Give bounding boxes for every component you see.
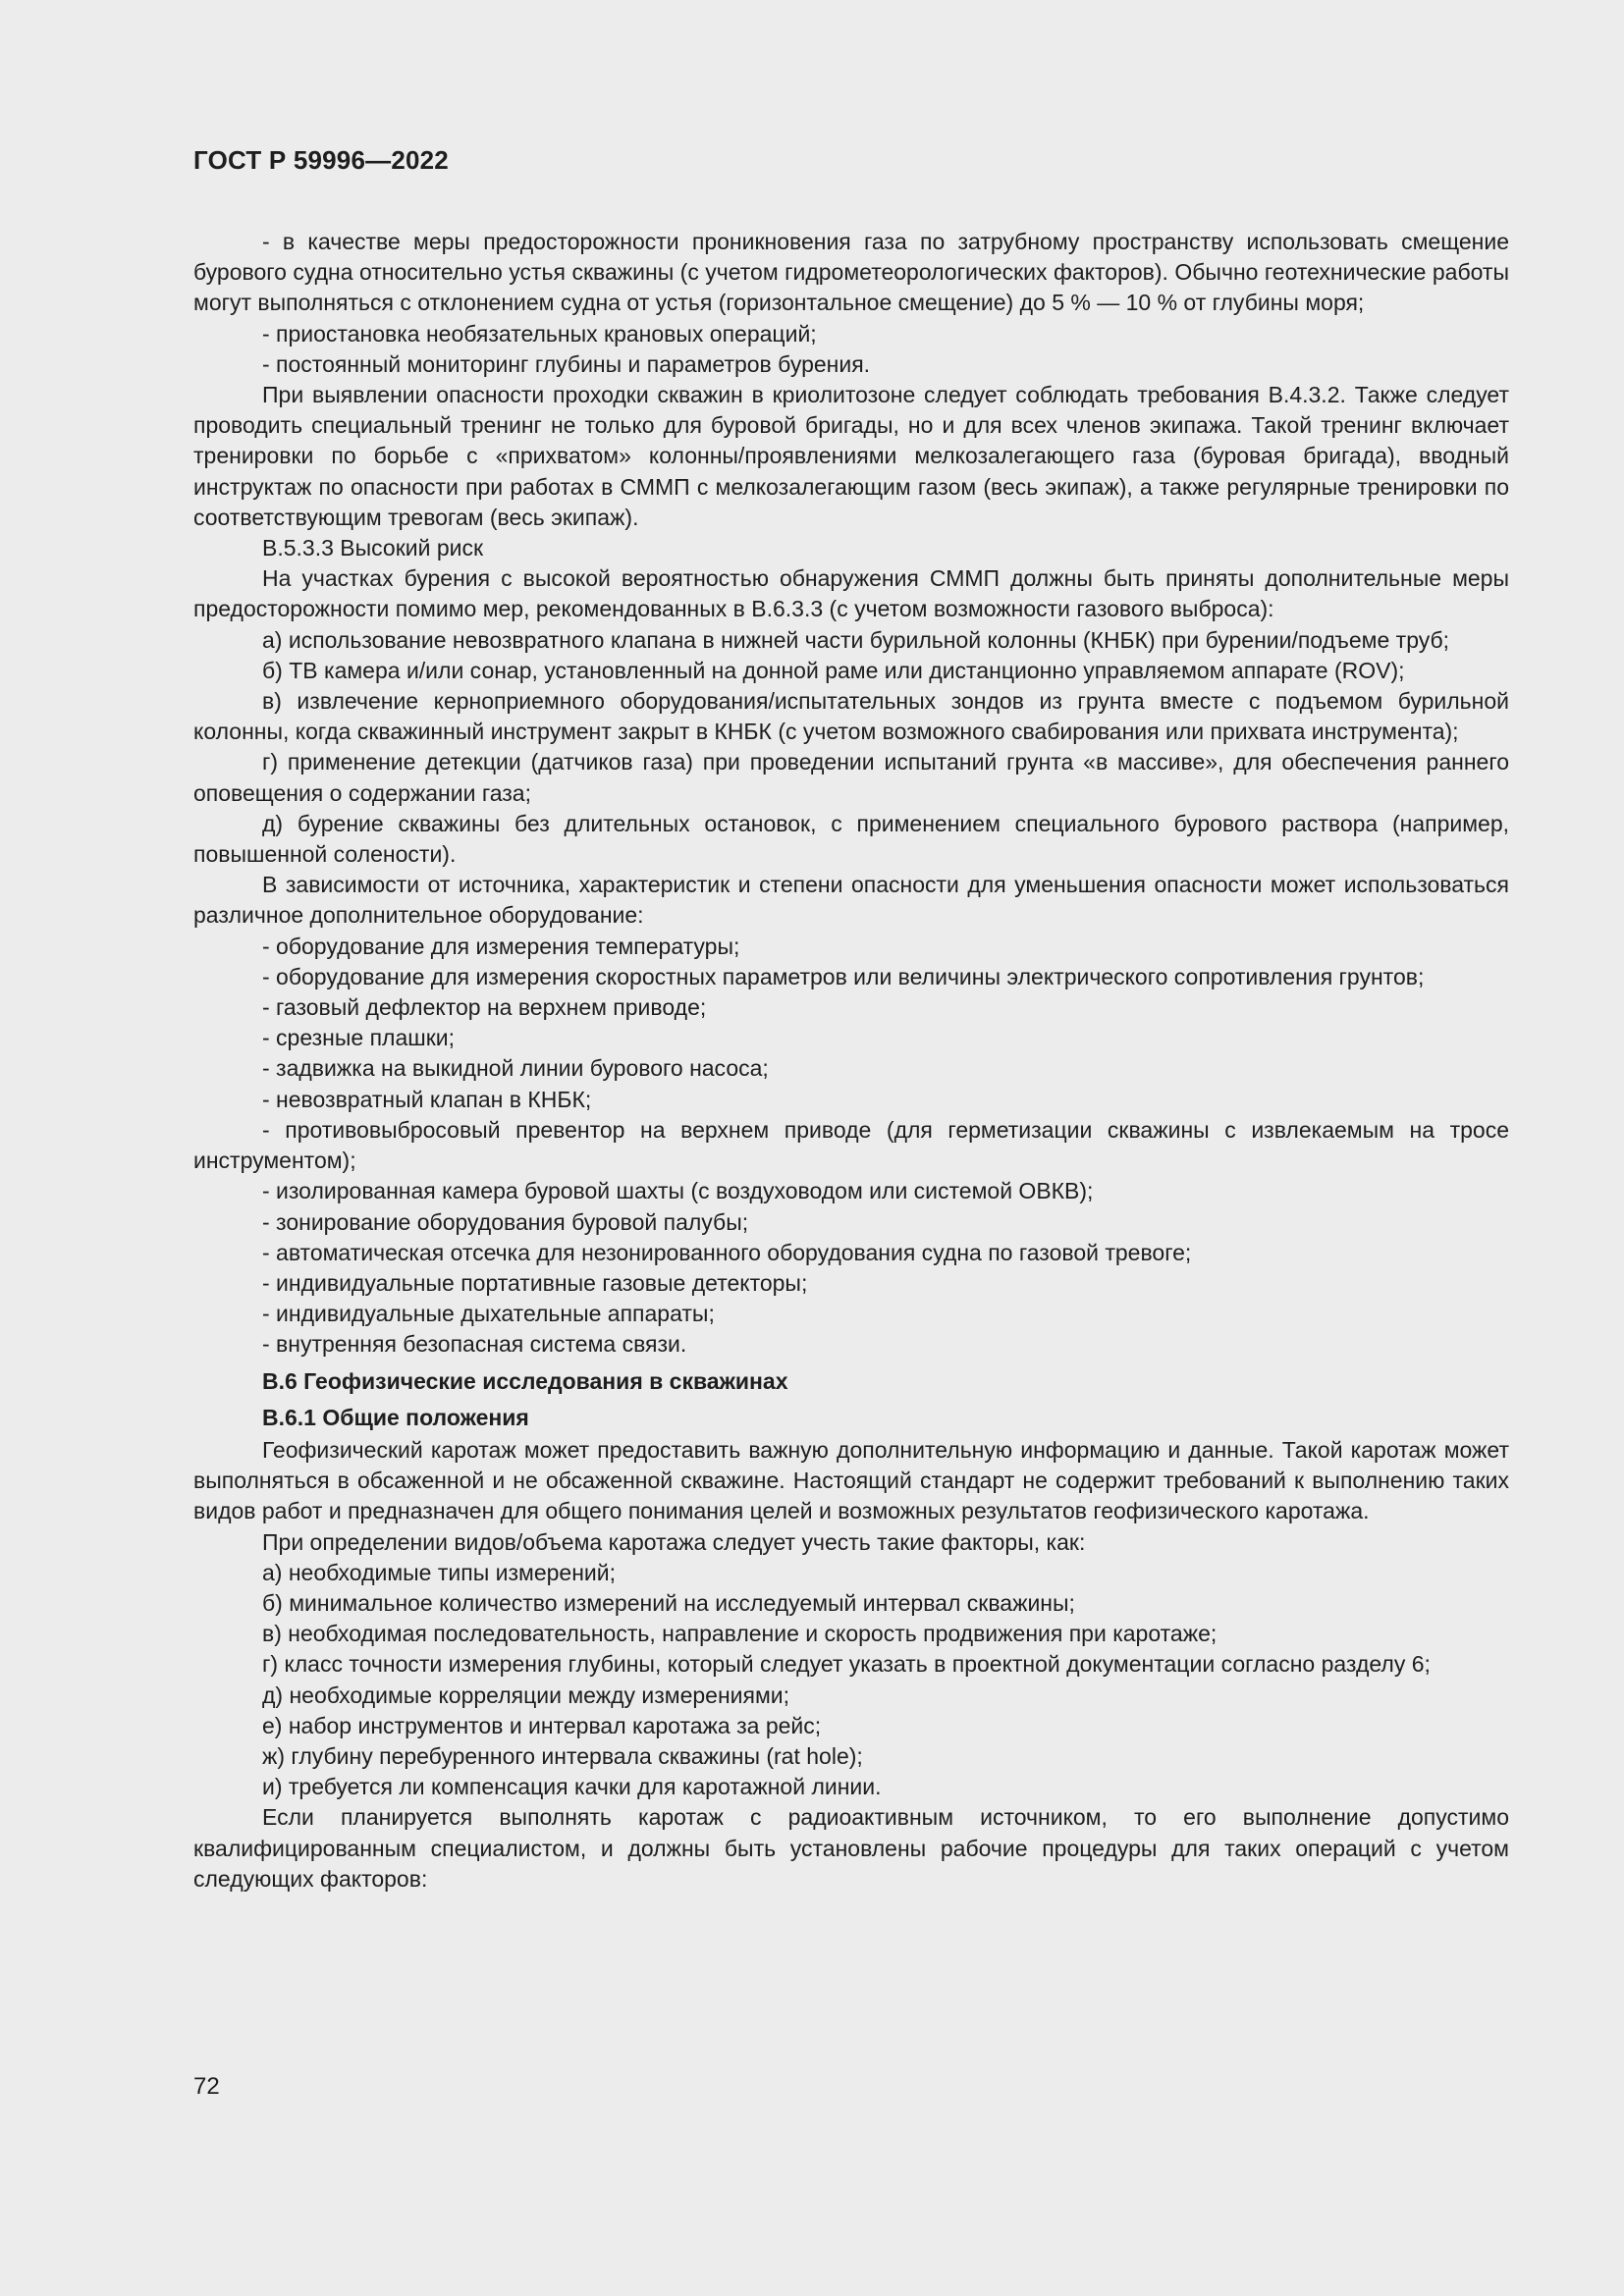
paragraph: в) необходимая последовательность, направление и скорость продвижения при каротаже;: [262, 1621, 1218, 1647]
paragraph: б) ТВ камера и/или сонар, установленный на донной раме или дистанционно управляемом аппарате (ROV);: [262, 657, 1405, 683]
paragraph: - внутренняя безопасная система связи.: [262, 1331, 687, 1358]
paragraph: - срезные плашки;: [262, 1025, 456, 1051]
paragraph: е) набор инструментов и интервал каротажа за рейс;: [262, 1712, 822, 1738]
paragraph: - невозвратный клапан в КНБК;: [262, 1086, 592, 1112]
paragraph: - приостановка необязательных крановых операций;: [262, 320, 817, 347]
section-heading: В.6.1 Общие положения: [262, 1404, 529, 1430]
paragraph: - изолированная камера буровой шахты (с воздуховодом или системой ОВКВ);: [262, 1178, 1094, 1204]
document-title: ГОСТ Р 59996—2022: [193, 145, 449, 175]
page-number: 72: [193, 2073, 220, 2100]
paragraph: - задвижка на выкидной линии бурового насоса;: [262, 1055, 769, 1082]
paragraph: На участках бурения с высокой вероятностью обнаружения СММП должны быть приняты дополнительные меры предосторожности помимо мер, рекомендованных в В.6.3.3 (с учетом возможности газового выброса):: [193, 565, 1509, 622]
paragraph: - индивидуальные портативные газовые детекторы;: [262, 1269, 808, 1296]
paragraph: - индивидуальные дыхательные аппараты;: [262, 1301, 715, 1327]
paragraph: - постоянный мониторинг глубины и параметров бурения.: [262, 350, 871, 377]
paragraph: - автоматическая отсечка для незонированного оборудования судна по газовой тревоге;: [262, 1239, 1192, 1265]
paragraph: г) применение детекции (датчиков газа) при проведении испытаний грунта «в массиве», для обеспечения раннего оповещения о содержании газа;: [193, 749, 1509, 806]
paragraph: - оборудование для измерения температуры;: [262, 933, 740, 959]
paragraph: г) класс точности измерения глубины, который следует указать в проектной документации согласно разделу 6;: [262, 1651, 1431, 1678]
paragraph: - противовыбросовый превентор на верхнем приводе (для герметизации скважины с извлекаемым на тросе инструментом);: [193, 1116, 1509, 1174]
paragraph: и) требуется ли компенсация качки для каротажной линии.: [262, 1774, 882, 1800]
paragraph: При выявлении опасности проходки скважин в криолитозоне следует соблюдать требования В.4.3.2. Также следует проводить специальный тренинг не только для буровой бригады, но и для всех членов экипажа. Такой тренинг включает тренировки по борьбе с «прихватом» колонны/проявлениями мелкозалегающего газа (буровая бригада), вводный инструктаж по опасности при работах в СММП с мелкозалегающим газом (весь экипаж), а также регулярные тренировки по соответствующим тревогам (весь экипаж).: [193, 382, 1509, 530]
paragraph: В зависимости от источника, характеристик и степени опасности для уменьшения опасности может использоваться различное дополнительное оборудование:: [193, 872, 1509, 929]
paragraph: - в качестве меры предосторожности проникновения газа по затрубному пространству использовать смещение бурового судна относительно устья скважины (с учетом гидрометеорологических факторов). Обычно геотехнические работы могут выполняться с отклонением судна от устья (горизонтальное смещение) до 5 % — 10 % от глубины моря;: [193, 229, 1509, 316]
paragraph: в) извлечение керноприемного оборудования/испытательных зондов из грунта вместе с подъемом бурильной колонны, когда скважинный инструмент закрыт в КНБК (с учетом возможного свабирования или прихвата инструмента);: [193, 688, 1509, 745]
paragraph: Если планируется выполнять каротаж с радиоактивным источником, то его выполнение допустимо квалифицированным специалистом, и должны быть установлены рабочие процедуры для таких операций с учетом следующих факторов:: [193, 1804, 1509, 1892]
paragraph: д) бурение скважины без длительных остановок, с применением специального бурового раствора (например, повышенной солености).: [193, 810, 1509, 868]
paragraph: а) использование невозвратного клапана в нижней части бурильной колонны (КНБК) при бурении/подъеме труб;: [262, 626, 1450, 653]
paragraph: - газовый дефлектор на верхнем приводе;: [262, 994, 707, 1021]
paragraph: В.5.3.3 Высокий риск: [262, 535, 484, 561]
document-body: [193, 227, 1509, 1895]
section-heading: В.6 Геофизические исследования в скважинах: [262, 1367, 788, 1394]
paragraph: ж) глубину перебуренного интервала скважины (rat hole);: [262, 1742, 863, 1769]
paragraph: - зонирование оборудования буровой палубы;: [262, 1208, 749, 1235]
paragraph: Геофизический каротаж может предоставить важную дополнительную информацию и данные. Такой каротаж может выполняться в обсаженной и не обсаженной скважине. Настоящий стандарт не содержит требований к выполнению таких видов работ и предназначен для общего понимания целей и возможных результатов геофизического каротажа.: [193, 1436, 1509, 1524]
paragraph: а) необходимые типы измерений;: [262, 1559, 616, 1585]
paragraph: При определении видов/объема каротажа следует учесть такие факторы, как:: [262, 1528, 1086, 1555]
paragraph: д) необходимые корреляции между измерениями;: [262, 1682, 790, 1708]
paragraph: б) минимальное количество измерений на исследуемый интервал скважины;: [262, 1589, 1075, 1616]
paragraph: - оборудование для измерения скоростных параметров или величины электрического сопротивления грунтов;: [262, 963, 1425, 989]
